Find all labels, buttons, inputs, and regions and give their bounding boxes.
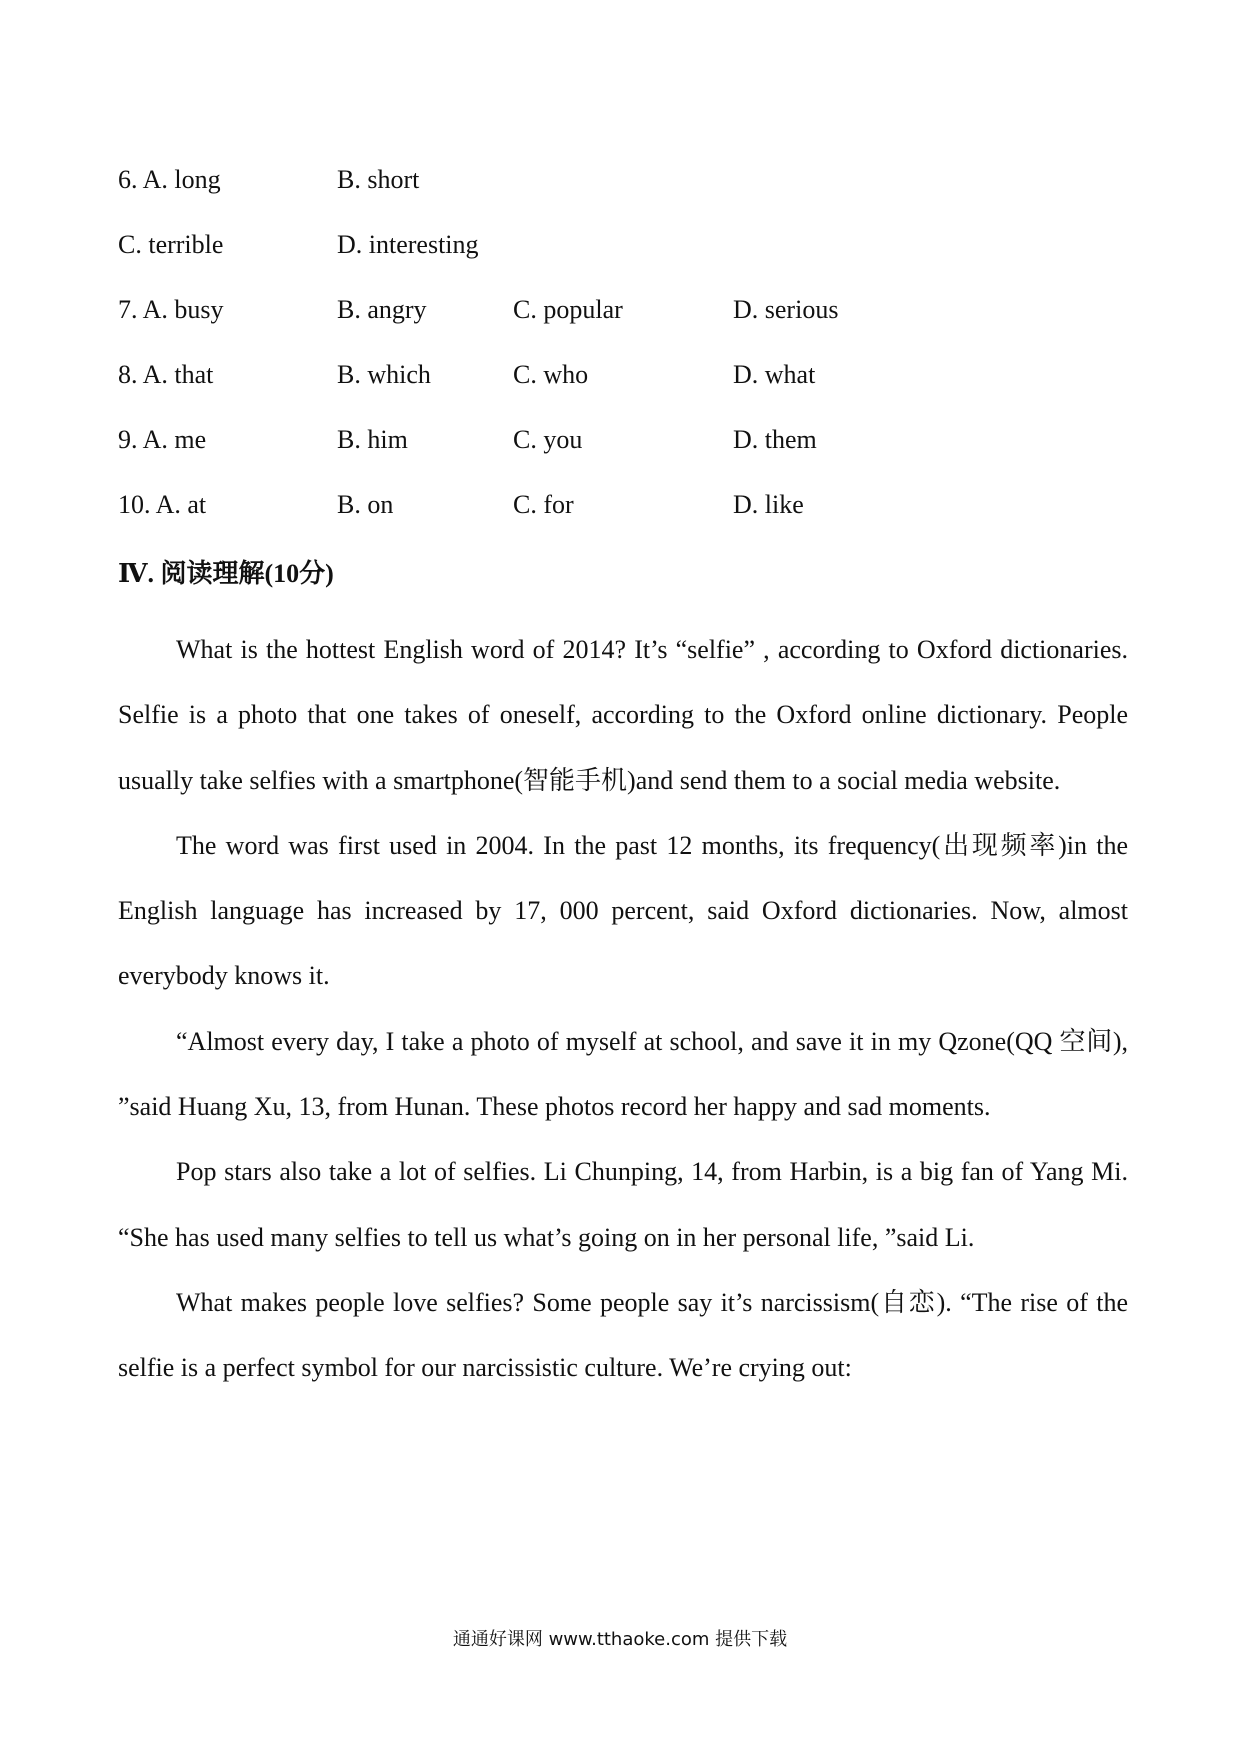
option-text: C. who (513, 360, 589, 389)
option-text: D. interesting (337, 230, 479, 259)
option-text: D. them (733, 425, 817, 454)
option-text: B. which (337, 360, 431, 389)
option-text: C. for (513, 490, 574, 519)
passage-paragraph: “Almost every day, I take a photo of myself at school, and save it in my Qzone(QQ 空间), ”said Huang Xu, 13, from Hunan. These photos record her happy and sad moments. (118, 1026, 1128, 1122)
option-text: C. you (513, 425, 583, 454)
passage-paragraph: What is the hottest English word of 2014? It’s “selfie” , according to Oxford dictionaries. Selfie is a photo that one takes of oneself, according to the Oxford online dictionary. People usually take selfies with a smartphone(智能手机)and send them to a social media website. (118, 635, 1128, 795)
option-text: D. serious (733, 295, 839, 324)
option-text: C. terrible (118, 230, 224, 259)
option-text: 6. A. long (118, 165, 221, 194)
option-text: 7. A. busy (118, 295, 224, 324)
option-text: B. angry (337, 295, 427, 324)
passage-paragraph: Pop stars also take a lot of selfies. Li Chunping, 14, from Harbin, is a big fan of Yang Mi. “She has used many selfies to tell us what’s going on in her personal life, ”said Li. (118, 1157, 1128, 1252)
option-text: C. popular (513, 295, 623, 324)
option-text: B. short (337, 165, 420, 194)
option-text: 9. A. me (118, 425, 207, 454)
passage-paragraph: The word was first used in 2004. In the past 12 months, its frequency(出现频率)in the English language has increased by 17, 000 percent, said Oxford dictionaries. Now, almost everybody knows it. (118, 830, 1128, 991)
page-footer: 通通好课网 www.tthaoke.com 提供下载 (452, 1629, 788, 1650)
reading-passage (118, 617, 1128, 1401)
section-heading: Ⅳ. 阅读理解(10分) (118, 559, 334, 588)
option-text: D. like (733, 490, 804, 519)
option-text: D. what (733, 360, 816, 389)
option-text: 8. A. that (118, 360, 214, 389)
option-text: B. on (337, 490, 394, 519)
passage-paragraph: What makes people love selfies? Some people say it’s narcissism(自恋). “The rise of the selfie is a perfect symbol for our narcissistic culture. We’re crying out: (118, 1287, 1128, 1383)
option-text: B. him (337, 425, 408, 454)
option-text: 10. A. at (118, 490, 207, 519)
